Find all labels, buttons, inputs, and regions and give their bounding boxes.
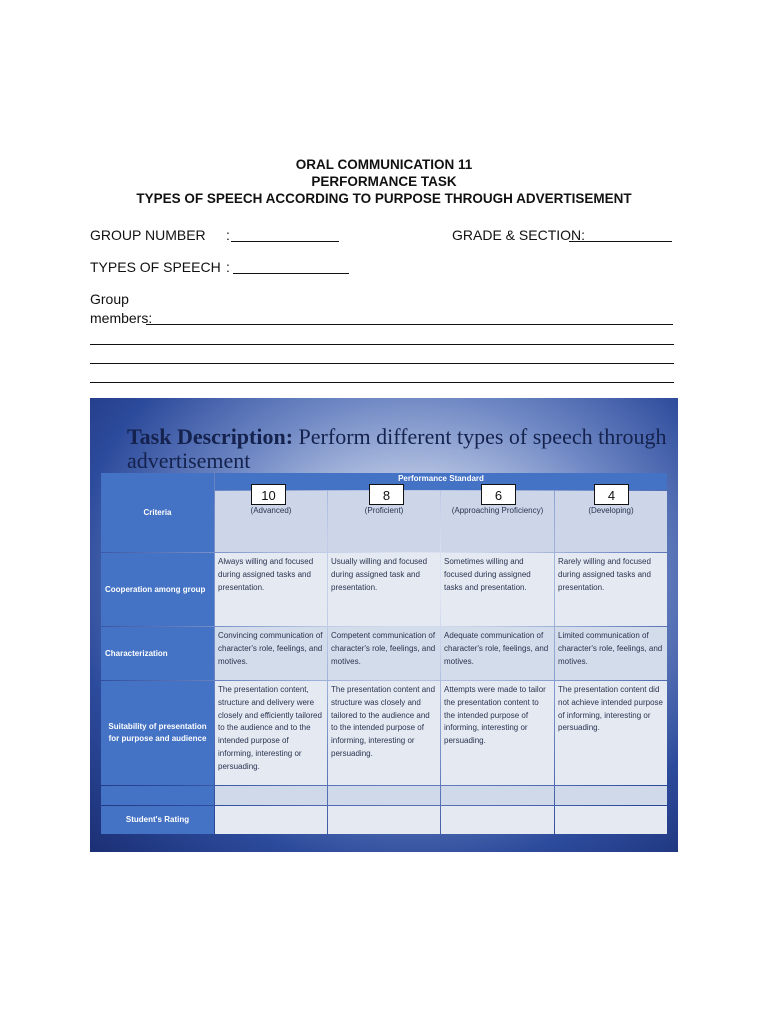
blank-cell [328, 786, 440, 805]
score-box: 4 [594, 484, 629, 505]
descriptor-cell: Usually willing and focused during assigned task and presentation. [328, 553, 440, 626]
group-members-label-line1: Group [90, 291, 129, 307]
criterion-label: Cooperation among group [101, 553, 214, 626]
types-of-speech-field[interactable] [233, 259, 349, 274]
group-number-label: GROUP NUMBER [90, 227, 206, 243]
descriptor-cell: Competent communication of character's role, feelings, and motives. [328, 627, 440, 680]
rubric-title-bold: Task Description: [127, 424, 294, 449]
document-subtitle: PERFORMANCE TASK [311, 174, 457, 189]
rubric-title-rest: Perform different types of speech through advertisement [127, 424, 667, 473]
descriptor-cell: The presentation content, structure and delivery were closely and efficiently tailored to the audience and to the intended purpose of informing, interesting or persuading. [215, 681, 327, 785]
group-members-line[interactable] [90, 344, 674, 345]
document-task-title: TYPES OF SPEECH ACCORDING TO PURPOSE THROUGH ADVERTISEMENT [136, 191, 632, 206]
descriptor-cell: Attempts were made to tailor the presentation content to the intended purpose of informing, interesting or persuading. [441, 681, 554, 785]
descriptor-cell: The presentation content and structure was closely and tailored to the audience and to the intended purpose of informing, interesting or persuading. [328, 681, 440, 785]
criterion-label: Suitability of presentation for purpose and audience [101, 681, 214, 785]
group-members-line[interactable] [90, 363, 674, 364]
blank-criterion-cell [101, 786, 214, 805]
group-members-line[interactable] [90, 382, 674, 383]
rating-cell[interactable] [555, 806, 667, 834]
students-rating-label: Student's Rating [101, 806, 214, 834]
descriptor-cell: Rarely willing and focused during assigned tasks and presentation. [555, 553, 667, 626]
types-of-speech-label: TYPES OF SPEECH [90, 259, 221, 275]
rubric-title [127, 425, 672, 473]
descriptor-cell: Adequate communication of character's role, feelings, and motives. [441, 627, 554, 680]
score-box: 10 [251, 484, 286, 505]
rating-cell[interactable] [328, 806, 440, 834]
group-number-field[interactable] [231, 227, 339, 242]
level-label: (Advanced) [250, 506, 292, 515]
document-title: ORAL COMMUNICATION 11 [295, 157, 473, 172]
descriptor-cell: Sometimes willing and focused during assigned tasks and presentation. [441, 553, 554, 626]
descriptor-cell: Limited communication of character's role, feelings, and motives. [555, 627, 667, 680]
grade-section-field[interactable] [569, 227, 672, 242]
performance-standard-header: Performance Standard [215, 473, 667, 490]
level-label: (Approaching Proficiency) [451, 506, 544, 515]
group-number-colon: : [226, 227, 230, 243]
descriptor-cell: Always willing and focused during assigned tasks and presentation. [215, 553, 327, 626]
group-members-field[interactable] [146, 310, 673, 325]
group-members-label-line2: members: [90, 310, 153, 326]
rating-cell[interactable] [441, 806, 554, 834]
rating-cell[interactable] [215, 806, 327, 834]
rubric-panel [90, 398, 678, 852]
grade-section-label: GRADE & SECTION: [452, 227, 586, 243]
level-label: (Proficient) [364, 506, 404, 515]
level-label: (Developing) [588, 506, 634, 515]
criteria-header: Criteria [101, 473, 214, 552]
criterion-label: Characterization [101, 627, 214, 680]
descriptor-cell: Convincing communication of character's role, feelings, and motives. [215, 627, 327, 680]
score-box: 8 [369, 484, 404, 505]
blank-cell [215, 786, 327, 805]
score-box: 6 [481, 484, 516, 505]
blank-cell [441, 786, 554, 805]
blank-cell [555, 786, 667, 805]
types-of-speech-colon: : [226, 259, 230, 275]
descriptor-cell: The presentation content did not achieve intended purpose of informing, interesting or persuading. [555, 681, 667, 785]
